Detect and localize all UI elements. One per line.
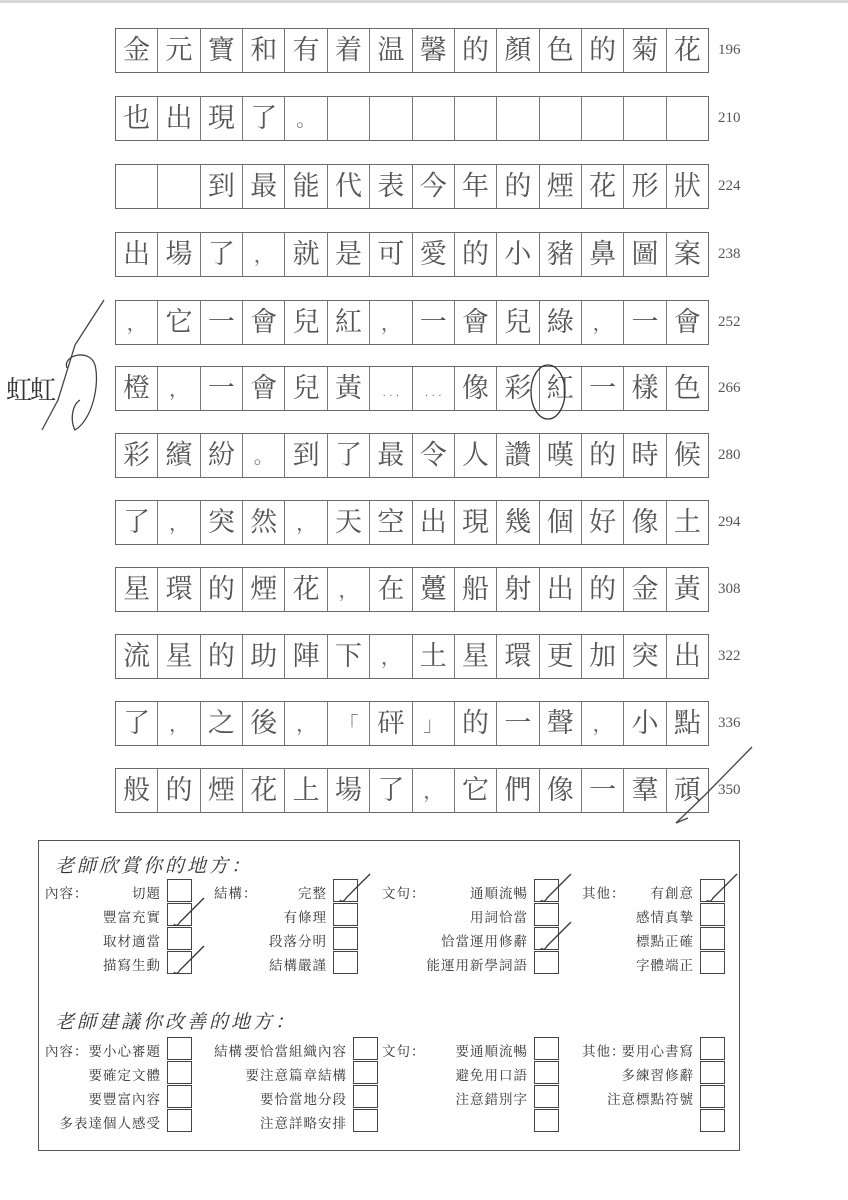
essay-cell: 像 bbox=[540, 769, 582, 812]
essay-cell: 紅 bbox=[328, 301, 370, 344]
essay-row bbox=[115, 634, 709, 679]
essay-cell: 了 bbox=[328, 434, 370, 477]
improve-title: 老師建議你改善的地方： bbox=[55, 1011, 298, 1033]
essay-cell: 出 bbox=[413, 501, 455, 544]
feedback-item-label: 有創意 bbox=[650, 886, 694, 902]
essay-cell: 花 bbox=[673, 35, 701, 66]
feedback-checkbox[interactable] bbox=[353, 1109, 378, 1132]
feedback-checkbox[interactable] bbox=[700, 903, 725, 926]
feedback-item-label: 多表達個人感受 bbox=[59, 1116, 161, 1132]
essay-cell: ， bbox=[328, 568, 370, 611]
essay-cell bbox=[455, 97, 497, 140]
feedback-checkbox[interactable] bbox=[700, 951, 725, 974]
essay-cell: 讚 bbox=[497, 434, 539, 477]
essay-cell: 顏 bbox=[497, 29, 539, 72]
essay-cell: 煙 bbox=[201, 769, 243, 812]
essay-cell: 射 bbox=[497, 568, 539, 611]
feedback-checkbox[interactable] bbox=[167, 1109, 192, 1132]
essay-cell: 橙 bbox=[116, 367, 158, 410]
line-number: 224 bbox=[718, 178, 741, 194]
essay-cell: 。 bbox=[243, 434, 285, 477]
essay-cell: 助 bbox=[243, 635, 285, 678]
essay-row bbox=[115, 433, 709, 478]
essay-cell: 土 bbox=[673, 507, 701, 538]
essay-cell: 今 bbox=[413, 165, 455, 208]
check-mark-icon bbox=[170, 944, 210, 974]
check-mark-icon bbox=[170, 896, 210, 926]
feedback-category-label: 其他： bbox=[582, 1044, 626, 1060]
essay-cell: 現 bbox=[201, 97, 243, 140]
margin-correction: 虹虹 bbox=[6, 376, 55, 406]
essay-cell: ， bbox=[285, 702, 327, 745]
essay-cell: 菊 bbox=[624, 29, 666, 72]
essay-cell: 現 bbox=[455, 501, 497, 544]
feedback-item-label: 注意錯別字 bbox=[455, 1092, 528, 1108]
essay-cell: 聲 bbox=[540, 702, 582, 745]
line-number: 210 bbox=[718, 110, 741, 126]
essay-cell: 的 bbox=[158, 769, 200, 812]
essay-cell: 它 bbox=[158, 301, 200, 344]
essay-cell: 羣 bbox=[624, 769, 666, 812]
feedback-item-label: 標點正確 bbox=[636, 934, 694, 950]
essay-cell: 花 bbox=[582, 165, 624, 208]
essay-cell: ， bbox=[158, 367, 200, 410]
essay-cell: 躉 bbox=[413, 568, 455, 611]
feedback-item-label: 豐富充實 bbox=[103, 910, 161, 926]
essay-cell: 會 bbox=[243, 301, 285, 344]
essay-cell: 土 bbox=[413, 635, 455, 678]
feedback-checkbox[interactable] bbox=[333, 879, 358, 902]
feedback-checkbox[interactable] bbox=[333, 927, 358, 950]
feedback-item-label: 用詞恰當 bbox=[470, 910, 528, 926]
essay-cell: 金 bbox=[624, 568, 666, 611]
essay-cell: 一 bbox=[624, 301, 666, 344]
feedback-checkbox[interactable] bbox=[167, 1061, 192, 1084]
essay-cell: ， bbox=[116, 301, 158, 344]
essay-cell: 一 bbox=[582, 367, 624, 410]
line-number: 196 bbox=[718, 42, 741, 58]
essay-cell: 的 bbox=[497, 165, 539, 208]
feedback-checkbox[interactable] bbox=[167, 1085, 192, 1108]
appreciate-title: 老師欣賞你的地方： bbox=[55, 855, 254, 877]
essay-cell: 更 bbox=[540, 635, 582, 678]
essay-cell: 鼻 bbox=[582, 233, 624, 276]
essay-cell: 了 bbox=[116, 501, 158, 544]
essay-cell: 年 bbox=[455, 165, 497, 208]
feedback-item-label: 要注意篇章結構 bbox=[245, 1068, 347, 1084]
essay-cell: 突 bbox=[201, 501, 243, 544]
essay-cell: 温 bbox=[370, 29, 412, 72]
essay-cell: 和 bbox=[243, 29, 285, 72]
feedback-checkbox[interactable] bbox=[534, 1037, 559, 1060]
essay-cell: 點 bbox=[673, 708, 701, 739]
page-top-edge bbox=[0, 0, 848, 3]
essay-cell: 了 bbox=[243, 97, 285, 140]
essay-cell: … bbox=[413, 367, 455, 410]
feedback-item-label: 要小心審題 bbox=[88, 1044, 161, 1060]
essay-row bbox=[115, 28, 709, 73]
feedback-item-label: 段落分明 bbox=[269, 934, 327, 950]
essay-cell: 是 bbox=[328, 233, 370, 276]
essay-cell: 頑 bbox=[673, 775, 701, 806]
essay-cell: 愛 bbox=[413, 233, 455, 276]
essay-row bbox=[115, 366, 709, 411]
feedback-item-label: 要豐富內容 bbox=[88, 1092, 161, 1108]
feedback-item-label: 切題 bbox=[132, 886, 161, 902]
essay-cell: 着 bbox=[328, 29, 370, 72]
essay-row bbox=[115, 567, 709, 612]
feedback-item-label: 避免用口語 bbox=[455, 1068, 528, 1084]
feedback-category-label: 結構： bbox=[214, 1044, 258, 1060]
feedback-item-label: 字體端正 bbox=[636, 958, 694, 974]
line-number: 238 bbox=[718, 246, 741, 262]
line-number: 308 bbox=[718, 581, 741, 597]
feedback-item-label: 要用心書寫 bbox=[621, 1044, 694, 1060]
line-number: 294 bbox=[718, 514, 741, 530]
essay-cell: 的 bbox=[582, 29, 624, 72]
essay-cell: 寶 bbox=[201, 29, 243, 72]
essay-cell: 就 bbox=[285, 233, 327, 276]
essay-cell: 也 bbox=[116, 97, 158, 140]
feedback-checkbox[interactable] bbox=[700, 1061, 725, 1084]
line-number: 280 bbox=[718, 447, 741, 463]
feedback-item-label: 能運用新學詞語 bbox=[426, 958, 528, 974]
feedback-checkbox[interactable] bbox=[353, 1037, 378, 1060]
essay-cell: 在 bbox=[370, 568, 412, 611]
feedback-item-label: 有條理 bbox=[283, 910, 327, 926]
essay-cell: 綠 bbox=[540, 301, 582, 344]
essay-row bbox=[115, 500, 709, 545]
feedback-item-label: 要恰當地分段 bbox=[260, 1092, 347, 1108]
essay-cell: 形 bbox=[624, 165, 666, 208]
feedback-checkbox[interactable] bbox=[700, 927, 725, 950]
essay-cell: 出 bbox=[673, 641, 701, 672]
feedback-checkbox[interactable] bbox=[700, 1109, 725, 1132]
essay-cell: 出 bbox=[158, 97, 200, 140]
feedback-checkbox[interactable] bbox=[333, 903, 358, 926]
essay-row bbox=[115, 300, 709, 345]
essay-cell: ， bbox=[582, 301, 624, 344]
check-mark-icon bbox=[336, 872, 376, 902]
essay-cell: 彩 bbox=[497, 367, 539, 410]
essay-cell: 突 bbox=[624, 635, 666, 678]
feedback-item-label: 完整 bbox=[298, 886, 327, 902]
correction-slash-icon bbox=[42, 300, 104, 430]
essay-cell: 到 bbox=[285, 434, 327, 477]
essay-cell: 花 bbox=[243, 769, 285, 812]
check-mark-icon bbox=[703, 872, 743, 902]
essay-cell: 黃 bbox=[673, 574, 701, 605]
feedback-checkbox[interactable] bbox=[534, 1061, 559, 1084]
feedback-category-label: 內容： bbox=[45, 886, 89, 902]
essay-cell: 到 bbox=[201, 165, 243, 208]
feedback-category-label: 內容： bbox=[45, 1044, 89, 1060]
feedback-checkbox[interactable] bbox=[534, 879, 559, 902]
essay-cell: 煙 bbox=[243, 568, 285, 611]
essay-cell: 星 bbox=[158, 635, 200, 678]
essay-cell: 的 bbox=[582, 568, 624, 611]
essay-cell: 最 bbox=[370, 434, 412, 477]
essay-cell: 能 bbox=[285, 165, 327, 208]
essay-cell: 一 bbox=[497, 702, 539, 745]
feedback-category-label: 文句： bbox=[382, 886, 426, 902]
essay-cell: ， bbox=[370, 301, 412, 344]
check-mark-icon bbox=[537, 872, 577, 902]
margin-loop-icon bbox=[66, 355, 96, 430]
teacher-feedback-box bbox=[38, 840, 740, 1151]
feedback-checkbox[interactable] bbox=[700, 879, 725, 902]
essay-cell: 的 bbox=[455, 233, 497, 276]
essay-cell bbox=[413, 97, 455, 140]
feedback-item-label: 恰當運用修辭 bbox=[441, 934, 528, 950]
essay-cell: ， bbox=[582, 702, 624, 745]
essay-cell: 圖 bbox=[624, 233, 666, 276]
essay-cell: 人 bbox=[455, 434, 497, 477]
essay-cell: 之 bbox=[201, 702, 243, 745]
essay-cell: 的 bbox=[201, 568, 243, 611]
essay-row bbox=[115, 768, 709, 813]
essay-cell: 了 bbox=[116, 702, 158, 745]
essay-cell: ， bbox=[370, 635, 412, 678]
essay-cell: ， bbox=[243, 233, 285, 276]
essay-cell: 花 bbox=[285, 568, 327, 611]
essay-cell: 上 bbox=[285, 769, 327, 812]
essay-cell: 表 bbox=[370, 165, 412, 208]
essay-cell bbox=[116, 165, 158, 208]
essay-cell: 下 bbox=[328, 635, 370, 678]
essay-cell: 嘆 bbox=[540, 434, 582, 477]
essay-cell: 最 bbox=[243, 165, 285, 208]
essay-cell: 色 bbox=[540, 29, 582, 72]
essay-cell: 的 bbox=[455, 29, 497, 72]
essay-cell: 個 bbox=[540, 501, 582, 544]
essay-cell: 加 bbox=[582, 635, 624, 678]
essay-cell: 黃 bbox=[328, 367, 370, 410]
essay-cell: 一 bbox=[201, 301, 243, 344]
essay-cell: 」 bbox=[413, 702, 455, 745]
essay-cell: 候 bbox=[673, 440, 701, 471]
essay-cell: 時 bbox=[624, 434, 666, 477]
feedback-checkbox[interactable] bbox=[167, 903, 192, 926]
line-number: 266 bbox=[718, 380, 741, 396]
essay-cell: 的 bbox=[455, 702, 497, 745]
line-number: 322 bbox=[718, 648, 741, 664]
essay-cell: 幾 bbox=[497, 501, 539, 544]
feedback-item-label: 要通順流暢 bbox=[455, 1044, 528, 1060]
feedback-checkbox[interactable] bbox=[700, 1085, 725, 1108]
feedback-item-label: 注意標點符號 bbox=[607, 1092, 694, 1108]
essay-cell bbox=[497, 97, 539, 140]
essay-cell: 元 bbox=[158, 29, 200, 72]
feedback-item-label: 要確定文體 bbox=[88, 1068, 161, 1084]
essay-cell: 樣 bbox=[624, 367, 666, 410]
essay-cell: 般 bbox=[116, 769, 158, 812]
essay-cell: ， bbox=[285, 501, 327, 544]
essay-cell: 豬 bbox=[540, 233, 582, 276]
essay-cell: … bbox=[370, 367, 412, 410]
essay-cell: 的 bbox=[201, 635, 243, 678]
essay-cell: 金 bbox=[116, 29, 158, 72]
feedback-checkbox[interactable] bbox=[534, 951, 559, 974]
check-mark-icon bbox=[537, 920, 577, 950]
essay-cell: 一 bbox=[201, 367, 243, 410]
feedback-category-label: 其他： bbox=[582, 886, 626, 902]
essay-cell: 馨 bbox=[413, 29, 455, 72]
essay-cell bbox=[158, 165, 200, 208]
essay-cell: 煙 bbox=[540, 165, 582, 208]
feedback-checkbox[interactable] bbox=[353, 1085, 378, 1108]
feedback-item-label: 多練習修辭 bbox=[621, 1068, 694, 1084]
essay-cell: 場 bbox=[158, 233, 200, 276]
essay-cell: ， bbox=[158, 501, 200, 544]
essay-cell: 出 bbox=[116, 233, 158, 276]
essay-cell: 案 bbox=[673, 239, 701, 270]
essay-cell: 小 bbox=[497, 233, 539, 276]
essay-cell: 可 bbox=[370, 233, 412, 276]
line-number: 336 bbox=[718, 715, 741, 731]
feedback-checkbox[interactable] bbox=[167, 951, 192, 974]
essay-row bbox=[115, 701, 709, 746]
essay-cell: ， bbox=[158, 702, 200, 745]
essay-cell: 像 bbox=[624, 501, 666, 544]
feedback-checkbox[interactable] bbox=[700, 1037, 725, 1060]
essay-cell: 場 bbox=[328, 769, 370, 812]
essay-cell: 它 bbox=[455, 769, 497, 812]
essay-cell: 環 bbox=[497, 635, 539, 678]
essay-cell bbox=[624, 97, 666, 140]
essay-cell: 會 bbox=[243, 367, 285, 410]
essay-cell: 繽 bbox=[158, 434, 200, 477]
feedback-item-label: 感情真摯 bbox=[636, 910, 694, 926]
feedback-checkbox[interactable] bbox=[534, 927, 559, 950]
feedback-item-label: 通順流暢 bbox=[470, 886, 528, 902]
essay-cell bbox=[328, 97, 370, 140]
essay-cell: ， bbox=[413, 769, 455, 812]
essay-cell: 天 bbox=[328, 501, 370, 544]
feedback-item-label: 取材適當 bbox=[103, 934, 161, 950]
essay-cell: 。 bbox=[285, 97, 327, 140]
feedback-checkbox[interactable] bbox=[353, 1061, 378, 1084]
essay-cell: 星 bbox=[455, 635, 497, 678]
essay-cell: 的 bbox=[582, 434, 624, 477]
feedback-checkbox[interactable] bbox=[167, 1037, 192, 1060]
essay-cell: 砰 bbox=[370, 702, 412, 745]
feedback-item-label: 結構嚴謹 bbox=[269, 958, 327, 974]
essay-cell bbox=[667, 97, 708, 140]
essay-cell: 了 bbox=[370, 769, 412, 812]
essay-cell: 令 bbox=[413, 434, 455, 477]
essay-cell: 一 bbox=[582, 769, 624, 812]
essay-cell bbox=[370, 97, 412, 140]
feedback-item-label: 注意詳略安排 bbox=[260, 1116, 347, 1132]
essay-cell: 會 bbox=[673, 307, 701, 338]
essay-cell: 星 bbox=[116, 568, 158, 611]
essay-cell: 兒 bbox=[497, 301, 539, 344]
line-number: 350 bbox=[718, 782, 741, 798]
essay-cell: 後 bbox=[243, 702, 285, 745]
essay-cell: 狀 bbox=[673, 171, 701, 202]
essay-cell: 陣 bbox=[285, 635, 327, 678]
essay-cell: 一 bbox=[413, 301, 455, 344]
essay-cell: 兒 bbox=[285, 301, 327, 344]
feedback-item-label: 描寫生動 bbox=[103, 958, 161, 974]
feedback-checkbox[interactable] bbox=[534, 1085, 559, 1108]
essay-cell bbox=[540, 97, 582, 140]
line-number: 252 bbox=[718, 314, 741, 330]
feedback-category-label: 文句： bbox=[382, 1044, 426, 1060]
essay-cell: 紅 bbox=[540, 367, 582, 410]
feedback-checkbox[interactable] bbox=[333, 951, 358, 974]
essay-cell: 然 bbox=[243, 501, 285, 544]
essay-cell: 有 bbox=[285, 29, 327, 72]
essay-cell: 船 bbox=[455, 568, 497, 611]
feedback-item-label: 要恰當組織內容 bbox=[245, 1044, 347, 1060]
essay-cell: 「 bbox=[328, 702, 370, 745]
essay-cell: 彩 bbox=[116, 434, 158, 477]
essay-row bbox=[115, 232, 709, 277]
essay-cell bbox=[582, 97, 624, 140]
essay-cell: 小 bbox=[624, 702, 666, 745]
essay-cell: 會 bbox=[455, 301, 497, 344]
essay-cell: 色 bbox=[673, 373, 701, 404]
essay-cell: 好 bbox=[582, 501, 624, 544]
essay-cell: 空 bbox=[370, 501, 412, 544]
feedback-checkbox[interactable] bbox=[534, 1109, 559, 1132]
essay-cell: 們 bbox=[497, 769, 539, 812]
feedback-category-label: 結構： bbox=[214, 886, 258, 902]
essay-cell: 兒 bbox=[285, 367, 327, 410]
essay-cell: 流 bbox=[116, 635, 158, 678]
essay-cell: 代 bbox=[328, 165, 370, 208]
essay-row bbox=[115, 164, 709, 209]
essay-cell: 出 bbox=[540, 568, 582, 611]
essay-cell: 了 bbox=[201, 233, 243, 276]
essay-cell: 環 bbox=[158, 568, 200, 611]
essay-cell: 紛 bbox=[201, 434, 243, 477]
essay-row bbox=[115, 96, 709, 141]
essay-cell: 像 bbox=[455, 367, 497, 410]
